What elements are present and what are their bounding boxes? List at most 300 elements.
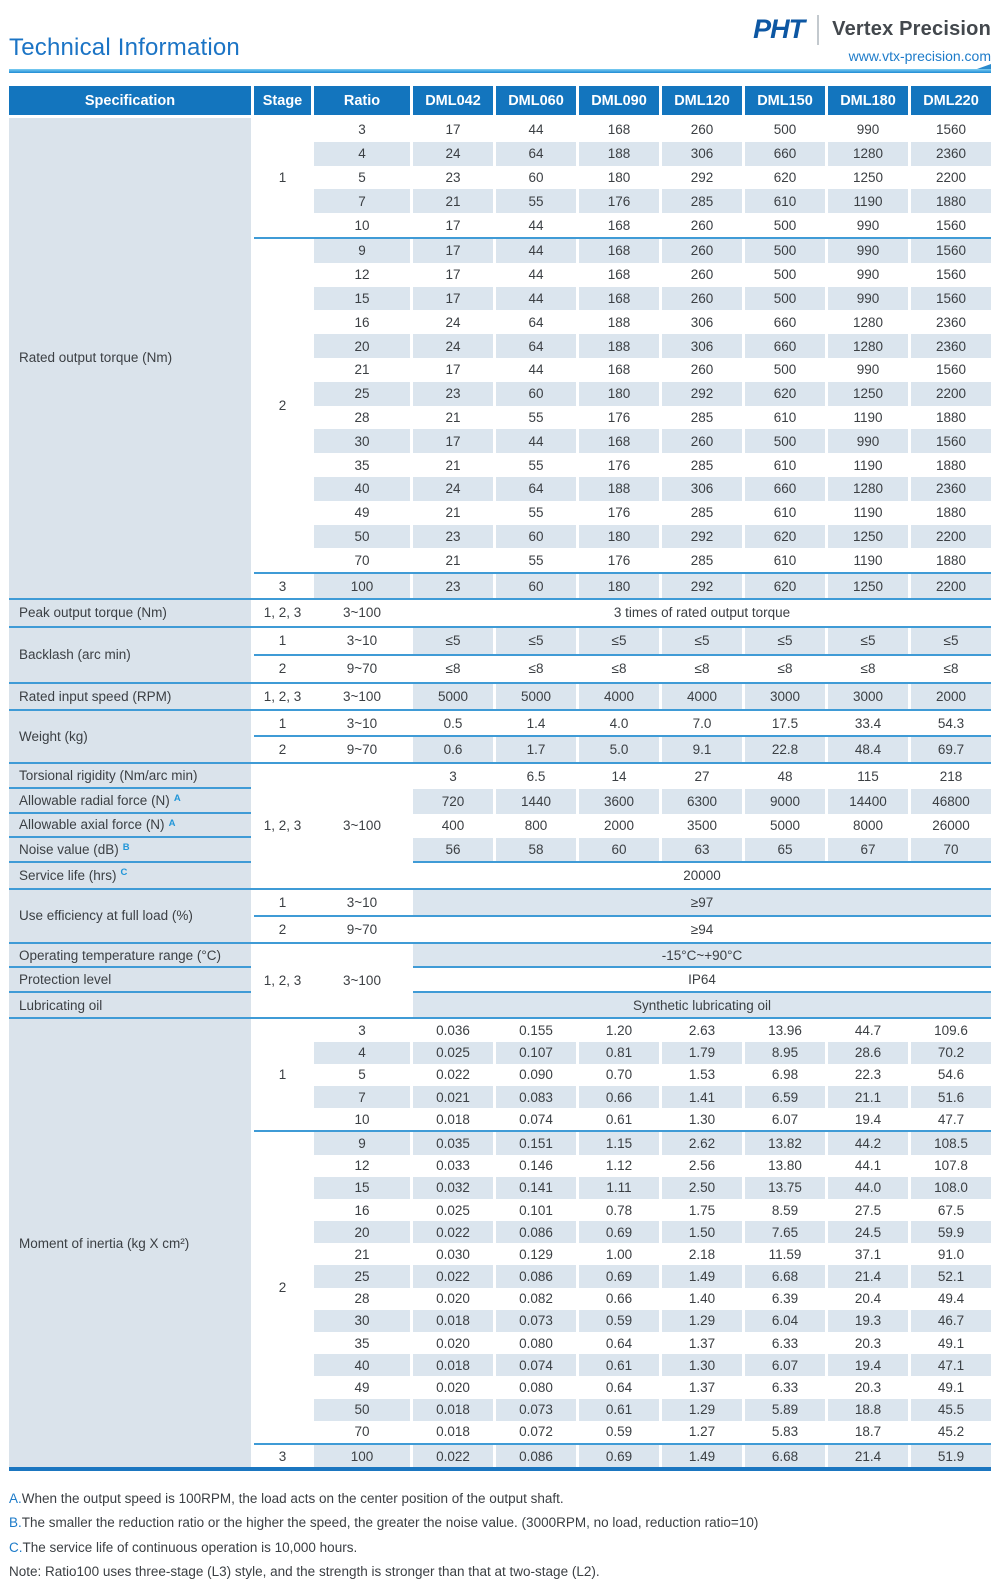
table-row bbox=[413, 968, 991, 993]
value-cell: 1.15 bbox=[579, 1132, 659, 1154]
ratio-cell: 40 bbox=[314, 1354, 410, 1376]
footnote-ref-a: A bbox=[173, 792, 181, 804]
table-row bbox=[413, 993, 991, 1018]
value-cell: 13.82 bbox=[745, 1132, 825, 1154]
table-section bbox=[9, 598, 991, 626]
value-cell: 1250 bbox=[828, 166, 908, 190]
value-cell: 168 bbox=[579, 358, 659, 382]
value-cell: 1.12 bbox=[579, 1155, 659, 1177]
value-cell: 0.61 bbox=[579, 1108, 659, 1130]
spec-label bbox=[9, 684, 251, 709]
ratio-cell: 3 bbox=[314, 1019, 410, 1041]
table-row bbox=[314, 1086, 991, 1108]
value-span-cell: Synthetic lubricating oil bbox=[413, 993, 991, 1018]
ratio-cell: 16 bbox=[314, 310, 410, 334]
table-row bbox=[314, 310, 991, 334]
footnote-ref-c: C bbox=[120, 867, 128, 879]
value-cell: 285 bbox=[662, 453, 742, 477]
stage-cell: 1 bbox=[254, 711, 311, 736]
value-cell: 1.37 bbox=[662, 1332, 742, 1354]
value-cell: 108.5 bbox=[911, 1132, 991, 1154]
spec-label-text: Backlash (arc min) bbox=[19, 647, 131, 663]
value-cell: ≤5 bbox=[911, 628, 991, 654]
stage-block bbox=[254, 915, 991, 942]
value-cell: 115 bbox=[828, 764, 908, 789]
title-divider bbox=[9, 69, 991, 73]
table-row bbox=[314, 429, 991, 453]
value-cell: 0.035 bbox=[413, 1132, 493, 1154]
value-cell: 108.0 bbox=[911, 1177, 991, 1199]
value-cell: 64 bbox=[496, 477, 576, 501]
value-cell: 0.61 bbox=[579, 1399, 659, 1421]
ratio-cell: 70 bbox=[314, 1421, 410, 1443]
table-header-row bbox=[9, 86, 991, 115]
ratio-rows bbox=[314, 1019, 991, 1130]
ratio-cell: 9~70 bbox=[314, 737, 410, 762]
value-cell: 0.021 bbox=[413, 1086, 493, 1108]
value-cell: 990 bbox=[828, 239, 908, 263]
value-cell: 0.082 bbox=[496, 1288, 576, 1310]
value-cell: 63 bbox=[662, 838, 742, 861]
value-cell: 17 bbox=[413, 358, 493, 382]
value-cell: 109.6 bbox=[911, 1019, 991, 1041]
value-cell: ≤8 bbox=[579, 656, 659, 682]
table-row bbox=[413, 944, 991, 969]
value-cell: 49.1 bbox=[911, 1332, 991, 1354]
value-cell: 19.4 bbox=[828, 1354, 908, 1376]
stage-cell: 1 bbox=[254, 118, 311, 237]
value-cell: 8.59 bbox=[745, 1199, 825, 1221]
value-cell: 1190 bbox=[828, 189, 908, 213]
spec-labels bbox=[9, 764, 251, 888]
spec-label bbox=[9, 968, 251, 993]
value-cell: 0.030 bbox=[413, 1243, 493, 1265]
ratio-cell: 5 bbox=[314, 166, 410, 190]
value-cell: 11.59 bbox=[745, 1243, 825, 1265]
ratio-cell: 7 bbox=[314, 1086, 410, 1108]
table-row bbox=[314, 548, 991, 572]
table-row bbox=[314, 525, 991, 549]
table-row bbox=[314, 1177, 991, 1199]
ratio-cell: 25 bbox=[314, 382, 410, 406]
value-cell: 0.018 bbox=[413, 1108, 493, 1130]
value-cell: 176 bbox=[579, 406, 659, 430]
company-name: Vertex Precision bbox=[832, 18, 991, 40]
value-cell: 0.074 bbox=[496, 1108, 576, 1130]
table-row bbox=[413, 764, 991, 789]
value-cell: 260 bbox=[662, 239, 742, 263]
value-cell: 292 bbox=[662, 525, 742, 549]
ratio-rows bbox=[314, 1132, 991, 1443]
table-row bbox=[314, 406, 991, 430]
ratio-cell: 5 bbox=[314, 1064, 410, 1086]
value-cell: 60 bbox=[579, 838, 659, 861]
value-cell: ≤5 bbox=[745, 628, 825, 654]
value-cell: 24 bbox=[413, 334, 493, 358]
value-cell: 3000 bbox=[828, 684, 908, 709]
value-cell: 1560 bbox=[911, 287, 991, 311]
value-cell: 500 bbox=[745, 239, 825, 263]
spec-label bbox=[9, 944, 251, 969]
value-cell: 69.7 bbox=[911, 737, 991, 762]
value-cell: 54.6 bbox=[911, 1064, 991, 1086]
value-cell: ≤8 bbox=[745, 656, 825, 682]
value-cell: 292 bbox=[662, 574, 742, 598]
column-header-dml090: DML090 bbox=[579, 86, 659, 115]
column-header-specification: Specification bbox=[9, 86, 251, 115]
value-cell: 0.151 bbox=[496, 1132, 576, 1154]
value-cell: 19.3 bbox=[828, 1310, 908, 1332]
value-span-cell: 20000 bbox=[413, 863, 991, 888]
value-cell: 0.146 bbox=[496, 1155, 576, 1177]
value-cell: 0.086 bbox=[496, 1265, 576, 1287]
value-span-cell: IP64 bbox=[413, 968, 991, 991]
table-section bbox=[9, 1017, 991, 1467]
value-cell: 1440 bbox=[496, 789, 576, 814]
value-cell: 0.5 bbox=[413, 711, 493, 736]
table-section bbox=[9, 118, 991, 598]
spec-label-text: Moment of inertia (kg X cm²) bbox=[19, 1235, 190, 1251]
value-cell: 990 bbox=[828, 118, 908, 142]
table-row bbox=[314, 1221, 991, 1243]
brand-block bbox=[753, 14, 991, 64]
value-cell: 176 bbox=[579, 548, 659, 572]
value-cell: 3 bbox=[413, 764, 493, 789]
value-cell: 37.1 bbox=[828, 1243, 908, 1265]
value-cell: 1250 bbox=[828, 382, 908, 406]
spec-label bbox=[9, 838, 251, 863]
value-cell: 0.022 bbox=[413, 1265, 493, 1287]
value-cell: 188 bbox=[579, 142, 659, 166]
value-cell: 4.0 bbox=[579, 711, 659, 736]
value-cell: 24.5 bbox=[828, 1221, 908, 1243]
footnote-ref-a: A bbox=[168, 817, 176, 829]
stage-cell: 2 bbox=[254, 656, 311, 682]
value-cell: 1560 bbox=[911, 358, 991, 382]
stage-blocks bbox=[254, 600, 991, 626]
ratio-cell: 3~10 bbox=[314, 628, 410, 654]
ratio-cell: 10 bbox=[314, 1108, 410, 1130]
value-cell: 0.086 bbox=[496, 1445, 576, 1467]
value-cell: 800 bbox=[496, 814, 576, 839]
value-cell: 19.4 bbox=[828, 1108, 908, 1130]
value-cell: ≤5 bbox=[496, 628, 576, 654]
value-cell: 0.59 bbox=[579, 1310, 659, 1332]
value-cell: 51.9 bbox=[911, 1445, 991, 1467]
value-cell: 60 bbox=[496, 574, 576, 598]
spec-label-text: Operating temperature range (°C) bbox=[19, 947, 221, 963]
value-cell: 0.141 bbox=[496, 1177, 576, 1199]
value-cell: 620 bbox=[745, 166, 825, 190]
value-cell: 49.1 bbox=[911, 1376, 991, 1398]
value-cell: 1560 bbox=[911, 213, 991, 237]
value-cell: 306 bbox=[662, 310, 742, 334]
value-cell: 17 bbox=[413, 118, 493, 142]
value-cell: 306 bbox=[662, 334, 742, 358]
value-cell: 17.5 bbox=[745, 711, 825, 736]
ratio-cell: 9 bbox=[314, 239, 410, 263]
ratio-rows bbox=[314, 737, 991, 762]
value-cell: 1.29 bbox=[662, 1310, 742, 1332]
group-rows bbox=[413, 764, 991, 888]
footnote-line bbox=[9, 1511, 991, 1535]
value-cell: 0.81 bbox=[579, 1042, 659, 1064]
stage-blocks bbox=[254, 1019, 991, 1467]
value-cell: 9000 bbox=[745, 789, 825, 814]
table-row bbox=[314, 1132, 991, 1154]
stage-block bbox=[254, 572, 991, 598]
footnotes bbox=[9, 1487, 991, 1584]
value-cell: 1.11 bbox=[579, 1177, 659, 1199]
value-span-cell: 3 times of rated output torque bbox=[413, 600, 991, 626]
value-cell: 2000 bbox=[911, 684, 991, 709]
value-cell: 70.2 bbox=[911, 1042, 991, 1064]
value-cell: 0.018 bbox=[413, 1421, 493, 1443]
value-cell: 17 bbox=[413, 213, 493, 237]
stage-blocks bbox=[254, 118, 991, 598]
value-cell: 180 bbox=[579, 382, 659, 406]
value-cell: 0.59 bbox=[579, 1421, 659, 1443]
value-cell: 17 bbox=[413, 429, 493, 453]
spec-label bbox=[9, 814, 251, 839]
ratio-cell: 28 bbox=[314, 1288, 410, 1310]
value-cell: 0.022 bbox=[413, 1064, 493, 1086]
value-cell: 17 bbox=[413, 287, 493, 311]
table-row bbox=[314, 1332, 991, 1354]
value-cell: 0.61 bbox=[579, 1354, 659, 1376]
value-cell: 8000 bbox=[828, 814, 908, 839]
value-cell: 24 bbox=[413, 477, 493, 501]
ratio-rows bbox=[314, 118, 991, 237]
value-cell: 5000 bbox=[745, 814, 825, 839]
value-cell: 660 bbox=[745, 310, 825, 334]
value-cell: 500 bbox=[745, 118, 825, 142]
value-cell: 59.9 bbox=[911, 1221, 991, 1243]
value-cell: 0.78 bbox=[579, 1199, 659, 1221]
value-cell: 610 bbox=[745, 453, 825, 477]
value-cell: 2360 bbox=[911, 334, 991, 358]
value-cell: 0.155 bbox=[496, 1019, 576, 1041]
ratio-cell: 50 bbox=[314, 1399, 410, 1421]
value-cell: 1880 bbox=[911, 189, 991, 213]
value-cell: 0.073 bbox=[496, 1310, 576, 1332]
table-row bbox=[314, 287, 991, 311]
value-cell: 610 bbox=[745, 406, 825, 430]
footnote-text: Ratio100 uses three-stage (L3) style, and the strength is stronger than that at two-stage (L2). bbox=[45, 1564, 600, 1580]
stage-cell: 1, 2, 3 bbox=[254, 944, 311, 1018]
footnote-text: The service life of continuous operation is 10,000 hours. bbox=[22, 1539, 358, 1555]
table-row bbox=[413, 789, 991, 814]
value-cell: 1560 bbox=[911, 118, 991, 142]
value-cell: 1.29 bbox=[662, 1399, 742, 1421]
value-cell: 400 bbox=[413, 814, 493, 839]
table-row bbox=[314, 1243, 991, 1265]
value-cell: 1880 bbox=[911, 453, 991, 477]
value-cell: 0.020 bbox=[413, 1332, 493, 1354]
value-cell: 55 bbox=[496, 501, 576, 525]
stage-blocks bbox=[254, 628, 991, 682]
table-section bbox=[9, 626, 991, 682]
stage-block bbox=[254, 684, 991, 709]
ratio-cell: 9 bbox=[314, 1132, 410, 1154]
value-cell: 2.56 bbox=[662, 1155, 742, 1177]
value-cell: 67 bbox=[828, 838, 908, 861]
table-row bbox=[314, 1042, 991, 1064]
value-cell: 4000 bbox=[579, 684, 659, 709]
spec-label-text: Weight (kg) bbox=[19, 728, 88, 744]
group-rows bbox=[413, 944, 991, 1018]
stage-cell: 2 bbox=[254, 917, 311, 942]
value-cell: ≤5 bbox=[413, 628, 493, 654]
value-cell: 6.39 bbox=[745, 1288, 825, 1310]
table-section bbox=[9, 942, 991, 1018]
value-cell: 51.6 bbox=[911, 1086, 991, 1108]
ratio-cell: 20 bbox=[314, 1221, 410, 1243]
spec-label bbox=[9, 764, 251, 789]
value-cell: 1.30 bbox=[662, 1354, 742, 1376]
ratio-cell: 4 bbox=[314, 142, 410, 166]
ratio-rows bbox=[314, 711, 991, 736]
ratio-cell: 16 bbox=[314, 1199, 410, 1221]
table-row bbox=[314, 1310, 991, 1332]
value-cell: 292 bbox=[662, 166, 742, 190]
value-cell: 1.79 bbox=[662, 1042, 742, 1064]
spec-label-text: Allowable radial force (N) bbox=[19, 792, 170, 808]
value-cell: 21 bbox=[413, 453, 493, 477]
value-cell: 6.33 bbox=[745, 1376, 825, 1398]
table-row bbox=[314, 917, 991, 942]
spec-label bbox=[9, 628, 251, 682]
value-cell: 14400 bbox=[828, 789, 908, 814]
value-cell: 0.080 bbox=[496, 1376, 576, 1398]
column-header-ratio: Ratio bbox=[314, 86, 410, 115]
value-cell: 0.69 bbox=[579, 1221, 659, 1243]
value-cell: 2.18 bbox=[662, 1243, 742, 1265]
value-cell: 500 bbox=[745, 429, 825, 453]
table-bottom-border bbox=[9, 1467, 991, 1471]
value-cell: 0.072 bbox=[496, 1421, 576, 1443]
value-cell: 64 bbox=[496, 142, 576, 166]
table-row bbox=[314, 574, 991, 598]
spec-label bbox=[9, 1019, 251, 1467]
value-cell: 91.0 bbox=[911, 1243, 991, 1265]
value-cell: 0.101 bbox=[496, 1199, 576, 1221]
ratio-cell: 30 bbox=[314, 429, 410, 453]
value-cell: 2360 bbox=[911, 310, 991, 334]
page-title: Technical Information bbox=[9, 34, 240, 61]
ratio-cell: 49 bbox=[314, 1376, 410, 1398]
value-cell: 6.98 bbox=[745, 1064, 825, 1086]
ratio-cell: 9~70 bbox=[314, 917, 410, 942]
value-cell: 9.1 bbox=[662, 737, 742, 762]
value-cell: 0.036 bbox=[413, 1019, 493, 1041]
ratio-cell: 15 bbox=[314, 1177, 410, 1199]
spec-label-text: Rated output torque (Nm) bbox=[19, 350, 173, 366]
spec-label bbox=[9, 890, 251, 942]
value-cell: 17 bbox=[413, 239, 493, 263]
value-cell: 8.95 bbox=[745, 1042, 825, 1064]
footnote-ref-b: B bbox=[122, 842, 130, 854]
value-cell: 21 bbox=[413, 548, 493, 572]
table-row bbox=[413, 814, 991, 839]
stage-blocks bbox=[254, 684, 991, 709]
column-header-dml150: DML150 bbox=[745, 86, 825, 115]
value-cell: 65 bbox=[745, 838, 825, 861]
value-cell: 22.8 bbox=[745, 737, 825, 762]
spec-label bbox=[9, 993, 251, 1018]
value-cell: 0.129 bbox=[496, 1243, 576, 1265]
table-row bbox=[314, 1155, 991, 1177]
ratio-cell: 100 bbox=[314, 574, 410, 598]
value-cell: 0.69 bbox=[579, 1265, 659, 1287]
ratio-cell: 100 bbox=[314, 1445, 410, 1467]
value-cell: 6.04 bbox=[745, 1310, 825, 1332]
value-cell: 1.40 bbox=[662, 1288, 742, 1310]
value-cell: 0.69 bbox=[579, 1445, 659, 1467]
value-cell: 5.83 bbox=[745, 1421, 825, 1443]
value-cell: 168 bbox=[579, 263, 659, 287]
ratio-cell: 50 bbox=[314, 525, 410, 549]
value-span-cell: -15°C~+90°C bbox=[413, 944, 991, 967]
table-row bbox=[314, 239, 991, 263]
ratio-rows bbox=[314, 917, 991, 942]
value-cell: 6.33 bbox=[745, 1332, 825, 1354]
value-cell: 49.4 bbox=[911, 1288, 991, 1310]
stage-cell: 3 bbox=[254, 1445, 311, 1467]
value-cell: 0.018 bbox=[413, 1399, 493, 1421]
value-cell: 18.7 bbox=[828, 1421, 908, 1443]
page-header bbox=[9, 8, 991, 64]
value-cell: 45.2 bbox=[911, 1421, 991, 1443]
value-cell: 1880 bbox=[911, 548, 991, 572]
value-cell: 260 bbox=[662, 429, 742, 453]
value-cell: 0.020 bbox=[413, 1376, 493, 1398]
value-cell: 2000 bbox=[579, 814, 659, 839]
website-url: www.vtx-precision.com bbox=[848, 48, 991, 64]
value-cell: 188 bbox=[579, 310, 659, 334]
value-cell: 60 bbox=[496, 166, 576, 190]
value-cell: 13.96 bbox=[745, 1019, 825, 1041]
ratio-cell: 15 bbox=[314, 287, 410, 311]
value-cell: 7.0 bbox=[662, 711, 742, 736]
value-cell: 990 bbox=[828, 263, 908, 287]
value-cell: 21 bbox=[413, 501, 493, 525]
ratio-cell: 21 bbox=[314, 1243, 410, 1265]
value-cell: 5000 bbox=[496, 684, 576, 709]
value-cell: 1280 bbox=[828, 334, 908, 358]
value-cell: 5.0 bbox=[579, 737, 659, 762]
value-cell: ≤8 bbox=[828, 656, 908, 682]
stage-cell: 1, 2, 3 bbox=[254, 600, 311, 626]
value-cell: 0.6 bbox=[413, 737, 493, 762]
value-cell: 44 bbox=[496, 263, 576, 287]
ratio-cell: 49 bbox=[314, 501, 410, 525]
value-cell: 6.68 bbox=[745, 1265, 825, 1287]
value-cell: 168 bbox=[579, 213, 659, 237]
ratio-cell: 35 bbox=[314, 453, 410, 477]
value-cell: 44.7 bbox=[828, 1019, 908, 1041]
value-cell: 56 bbox=[413, 838, 493, 861]
value-cell: 44 bbox=[496, 429, 576, 453]
value-cell: 6.07 bbox=[745, 1108, 825, 1130]
spec-labels bbox=[9, 944, 251, 1018]
table-row bbox=[413, 863, 991, 888]
value-cell: 260 bbox=[662, 358, 742, 382]
value-cell: 44 bbox=[496, 118, 576, 142]
value-cell: ≤5 bbox=[579, 628, 659, 654]
spec-label bbox=[9, 118, 251, 598]
value-cell: 188 bbox=[579, 334, 659, 358]
